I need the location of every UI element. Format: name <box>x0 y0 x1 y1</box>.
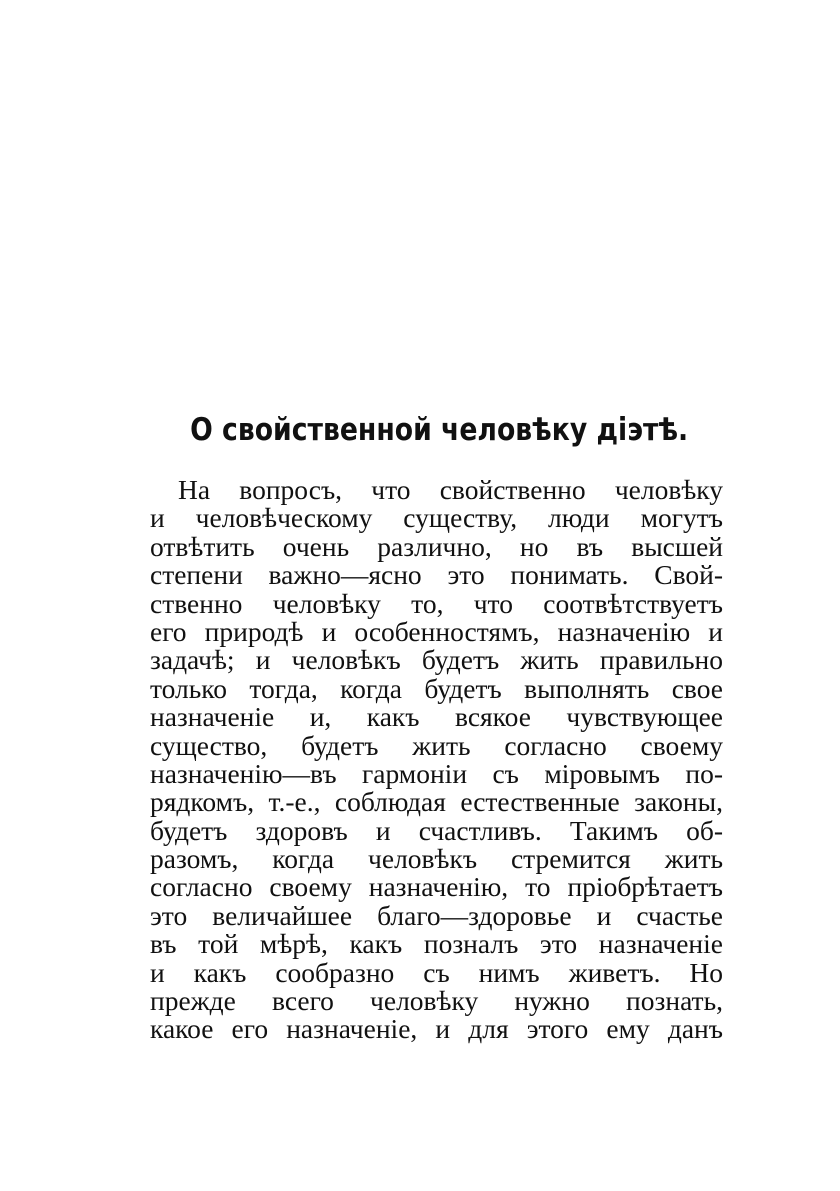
text-line: согласно своему назначенію, то пріобрѣтаетъ <box>150 871 723 903</box>
text-line: отвѣтить очень различно, но въ высшей <box>150 530 723 562</box>
text-line: въ той мѣрѣ, какъ позналъ это назначеніе <box>150 928 723 960</box>
text-line: его природѣ и особенностямъ, назначенію и <box>150 615 723 647</box>
text-line: ственно человѣку то, что соотвѣтствуетъ <box>150 587 723 619</box>
text-line: рядкомъ, т.-е., соблюдая естественные законы, <box>150 786 723 818</box>
text-line: и человѣческому существу, люди могутъ <box>150 502 723 534</box>
text-line: существо, будетъ жить согласно своему <box>150 729 723 761</box>
text-line: какое его назначеніе, и для этого ему данъ <box>150 1013 723 1045</box>
text-line: только тогда, когда будетъ выполнять свое <box>150 672 723 704</box>
body-text <box>150 476 723 1044</box>
text-line: задачѣ; и человѣкъ будетъ жить правильно <box>150 644 723 676</box>
text-line: прежде всего человѣку нужно познать, <box>150 985 723 1017</box>
text-line: будетъ здоровъ и счастливъ. Такимъ об- <box>150 814 723 846</box>
text-line: разомъ, когда человѣкъ стремится жить <box>150 843 723 875</box>
text-line: и какъ сообразно съ нимъ живетъ. Но <box>150 956 723 988</box>
chapter-title: О свойственной человѣку діэтѣ. <box>190 412 689 448</box>
text-line: назначеніе и, какъ всякое чувствующее <box>150 701 723 733</box>
text-line: назначенію—въ гармоніи съ міровымъ по- <box>150 757 723 789</box>
text-line: это величайшее благо—здоровье и счастье <box>150 899 723 931</box>
text-line: степени важно—ясно это понимать. Свой- <box>150 559 723 591</box>
text-line: На вопросъ, что свойственно человѣку <box>178 474 723 505</box>
